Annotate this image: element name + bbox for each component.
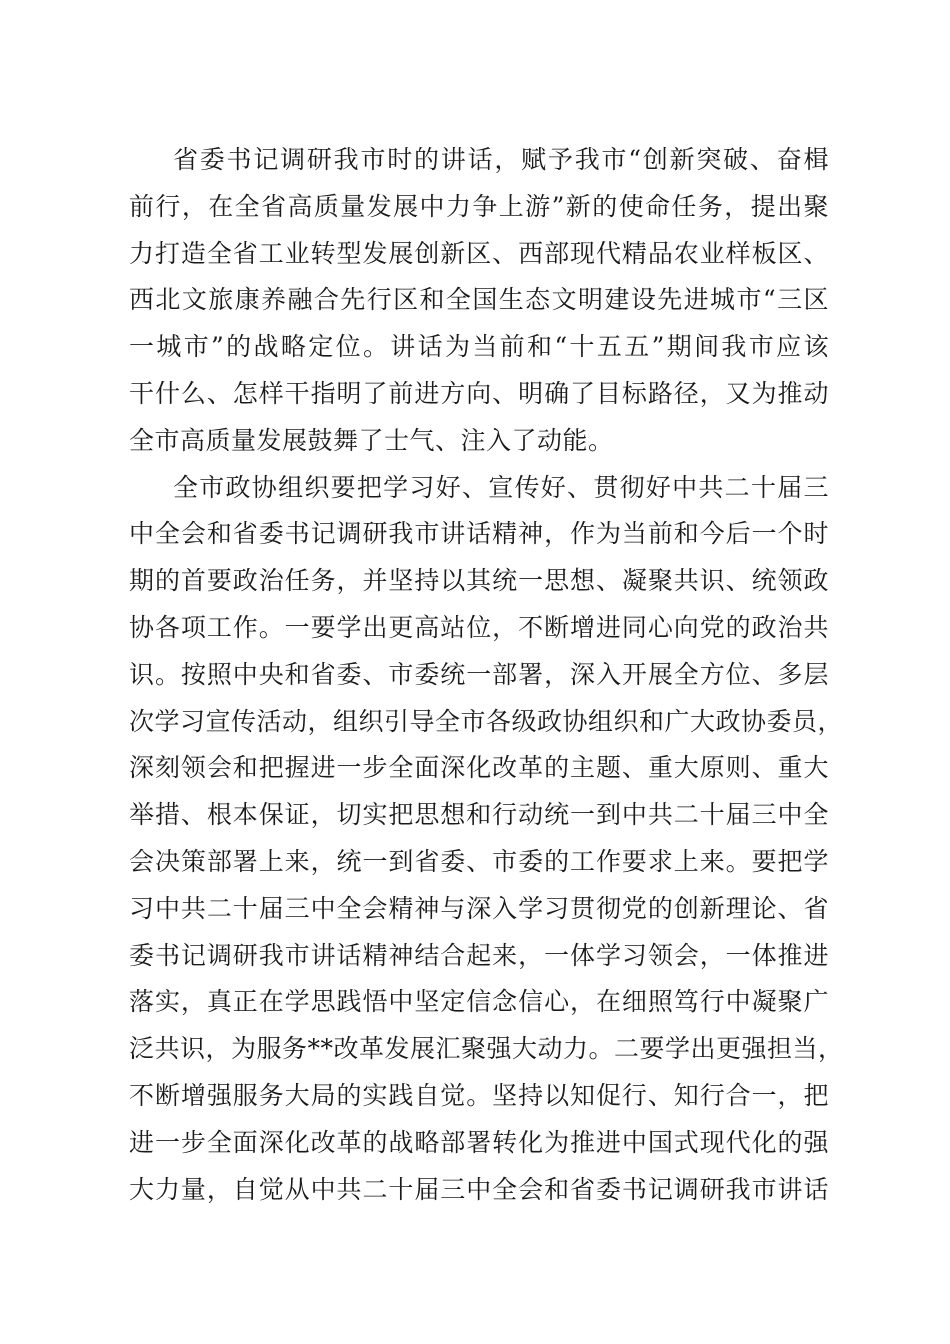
document-body (129, 137, 844, 1213)
paragraph-1-line-6: 干什么、怎样干指明了前进方向、明确了目标路径，又为推动 (129, 378, 829, 408)
paragraph-2-line-12: 落实，真正在学思践悟中坚定信念信心，在细照笃行中凝聚广 (129, 987, 829, 1017)
paragraph-2-line-7: 深刻领会和把握进一步全面深化改革的主题、重大原则、重大 (129, 753, 829, 783)
paragraph-2-line-15: 进一步全面深化改革的战略部署转化为推进中国式现代化的强 (129, 1127, 829, 1157)
paragraph-1-line-2: 前行，在全省高质量发展中力争上游”新的使命任务，提出聚 (129, 191, 829, 221)
paragraph-2-line-10: 习中共二十届三中全会精神与深入学习贯彻党的创新理论、省 (129, 893, 829, 923)
paragraph-1-line-4: 西北文旅康养融合先行区和全国生态文明建设先进城市“三区 (129, 285, 829, 315)
paragraph-2-line-16: 大力量，自觉从中共二十届三中全会和省委书记调研我市讲话 (129, 1174, 829, 1204)
paragraph-1-line-7: 全市高质量发展鼓舞了士气、注入了动能。 (129, 425, 614, 455)
paragraph-1 (129, 137, 829, 465)
paragraph-1-line-1: 省委书记调研我市时的讲话，赋予我市“创新突破、奋楫 (173, 145, 829, 174)
paragraph-2-line-3: 期的首要政治任务，并坚持以其统一思想、凝聚共识、统领政 (129, 566, 829, 596)
paragraph-1-line-3: 力打造全省工业转型发展创新区、西部现代精品农业样板区、 (129, 238, 829, 268)
paragraph-2-line-9: 会决策部署上来，统一到省委、市委的工作要求上来。要把学 (129, 846, 829, 876)
paragraph-2-line-6: 次学习宣传活动，组织引导全市各级政协组织和广大政协委员， (129, 706, 844, 736)
paragraph-2 (129, 465, 844, 1214)
paragraph-2-line-4: 协各项工作。一要学出更高站位，不断增进同心向党的政治共 (129, 612, 829, 642)
paragraph-2-line-1: 全市政协组织要把学习好、宣传好、贯彻好中共二十届三 (173, 472, 829, 502)
paragraph-2-line-13: 泛共识，为服务**改革发展汇聚强大动力。二要学出更强担当， (129, 1034, 844, 1064)
paragraph-2-line-8: 举措、根本保证，切实把思想和行动统一到中共二十届三中全 (129, 800, 829, 830)
paragraph-1-line-5: 一城市”的战略定位。讲话为当前和“十五五”期间我市应该 (129, 332, 829, 362)
paragraph-2-line-2: 中全会和省委书记调研我市讲话精神，作为当前和今后一个时 (129, 519, 829, 549)
paragraph-2-line-11: 委书记调研我市讲话精神结合起来，一体学习领会，一体推进 (129, 940, 829, 970)
paragraph-2-line-14: 不断增强服务大局的实践自觉。坚持以知促行、知行合一，把 (129, 1080, 829, 1110)
paragraph-2-line-5: 识。按照中央和省委、市委统一部署，深入开展全方位、多层 (129, 659, 829, 689)
